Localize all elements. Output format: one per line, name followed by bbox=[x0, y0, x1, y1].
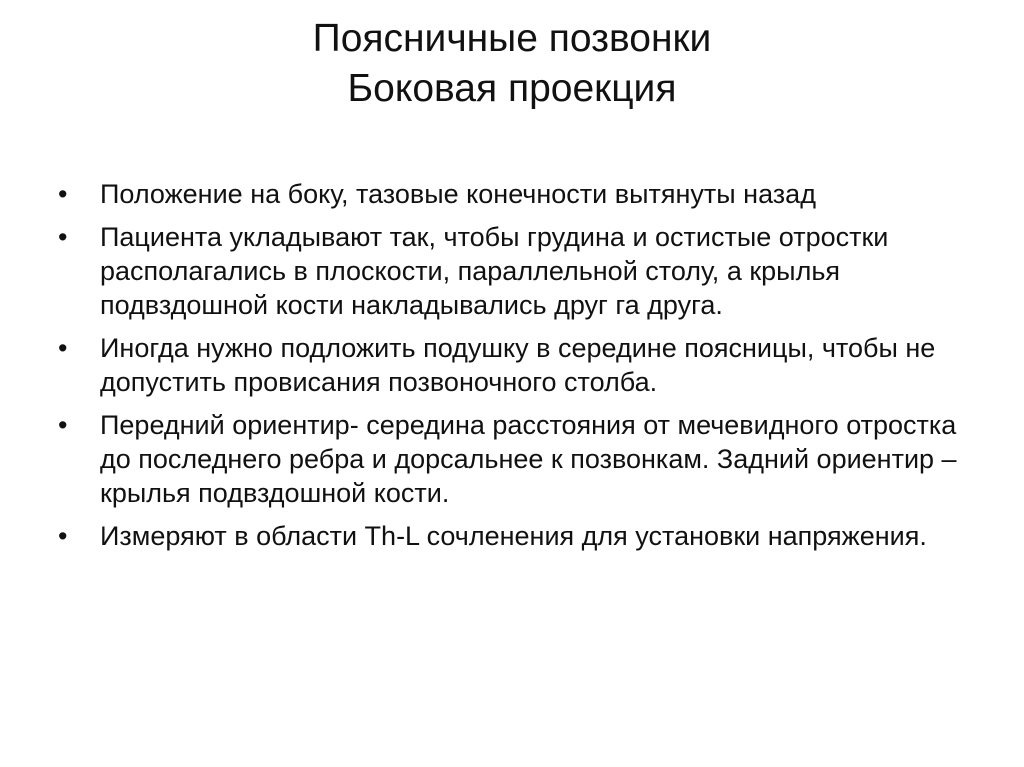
bullet-dot-icon: • bbox=[58, 222, 68, 252]
bullet-item bbox=[58, 519, 988, 553]
bullet-item bbox=[58, 408, 988, 510]
bullet-dot-icon: • bbox=[58, 333, 68, 363]
title-line-2: Боковая проекция bbox=[347, 67, 677, 110]
bullet-dot-icon: • bbox=[58, 179, 68, 209]
bullet-text: Измеряют в области Th-L сочленения для установки напряжения. bbox=[100, 521, 927, 551]
bullet-dot-icon: • bbox=[58, 410, 68, 440]
title-line-1: Поясничные позвонки bbox=[312, 17, 712, 60]
bullet-dot-icon: • bbox=[58, 521, 68, 551]
slide-title bbox=[40, 14, 984, 114]
bullet-text: Иногда нужно подложить подушку в середине поясницы, чтобы не допустить провисания позвоночного столба. bbox=[100, 333, 936, 397]
bullet-text: Пациента укладывают так, чтобы грудина и остистые отростки располагались в плоскости, параллельной столу, а крылья подвздошной кости накладывались друг га друга. bbox=[100, 222, 889, 320]
bullet-text: Положение на боку, тазовые конечности вытянуты назад bbox=[100, 179, 816, 209]
bullet-item bbox=[58, 177, 988, 211]
bullet-list bbox=[58, 177, 988, 562]
bullet-text: Передний ориентир- середина расстояния от мечевидного отростка до последнего ребра и дорсальнее к позвонкам. Задний ориентир – крылья подвздошной кости. bbox=[100, 410, 957, 508]
bullet-item bbox=[58, 331, 988, 399]
bullet-item bbox=[58, 220, 988, 322]
